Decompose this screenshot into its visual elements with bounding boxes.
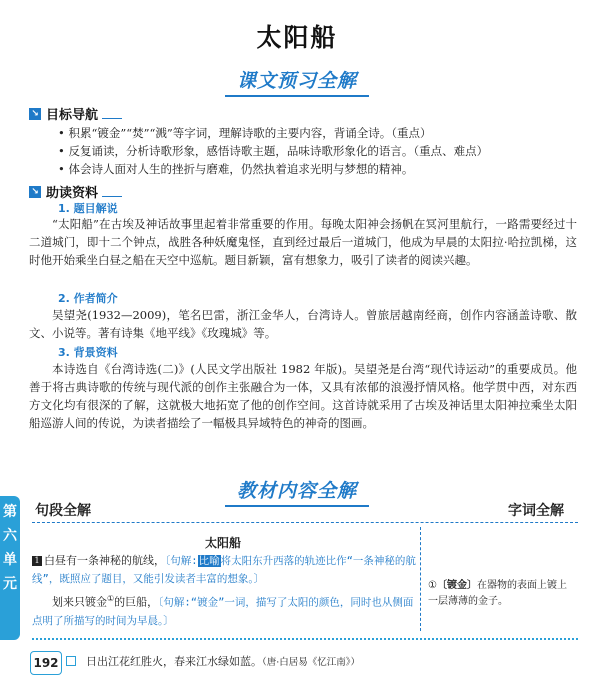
- footer-divider: [32, 638, 578, 640]
- poem-title: 太阳船: [205, 536, 242, 550]
- gloss-term: 〔镀金〕: [436, 580, 477, 591]
- paragraph-background: 本诗选自《台湾诗选(二)》(人民文学出版社 1982 年版)。吴望尧是台湾“现代诗运动”的重要成员。他善于将古典诗歌的传统与现代派的创作主张融合为一体，又具有浓郁的浪漫抒情风格。他学贯中西，对东西方文化均有很深的了解，这就极大地拓宽了他的创作空间。这首诗就采用了古埃及神话里太阳神拉乘坐太阳船巡游人间的传说，为读者描绘了一幅极具异域特色的神奇的图画。: [29, 362, 577, 430]
- goals-heading-label: 目标导航: [46, 108, 99, 123]
- decorative-square: [66, 656, 76, 666]
- poem-stanza-2: [32, 590, 418, 630]
- poem-line: 的巨船，: [114, 595, 159, 609]
- banner-label: 教材内容全解: [225, 476, 369, 507]
- column-divider: [32, 522, 578, 523]
- reading-heading-label: 助读资料: [46, 186, 99, 201]
- heading-underline: [102, 108, 122, 119]
- goal-item: • 体会诗人面对人生的挫折与磨难，仍然执着追求光明与梦想的精神。: [58, 162, 414, 176]
- word-gloss: [428, 578, 576, 610]
- side-tab-char: 六: [3, 528, 17, 544]
- footer-quote: [86, 653, 360, 669]
- subheading-title-explain: 1. 题目解说: [58, 202, 118, 215]
- arrow-icon: ↘: [29, 186, 41, 198]
- goal-item: • 积累“镀金”“焚”“溅”等字词，理解诗歌的主要内容，背诵全诗。（重点）: [58, 126, 432, 140]
- paragraph-title-explain: “太阳船”在古埃及神话故事里起着非常重要的作用。每晚太阳神会扬帆在冥河里航行，一路需要经过十二道城门，即十二个钟点，战胜各种妖魔鬼怪，直到经过最后一道城门，他成为早晨的太阳拉·哈拉凯梯，这时他开始乘坐白昼之船在天空中巡航。题目新颖，富有想象力，吸引了读者的阅读兴趣。: [29, 217, 577, 267]
- side-tab-char: 第: [3, 504, 17, 520]
- note-body: 将太阳东升西落的轨迹比作“一条神秘的航线”，既照应了题目，又能引发读者丰富的想象。〕: [32, 555, 416, 585]
- side-tab-char: 单: [3, 552, 17, 568]
- reading-heading: [29, 182, 122, 201]
- arrow-icon: ↘: [29, 108, 41, 120]
- paragraph-number: 1: [32, 556, 42, 566]
- highlight-term: 比喻: [198, 555, 220, 567]
- note-prefix: 〔句解:: [165, 555, 198, 567]
- subheading-background: 3. 背景资料: [58, 346, 118, 359]
- column-separator: [420, 527, 421, 631]
- paragraph-author: 吴望尧(1932—2009)，笔名巴雷，浙江金华人，台湾诗人。曾旅居越南经商，创作内容涵盖诗歌、散文、小说等。著有诗集《地平线》《玫瑰城》等。: [29, 308, 577, 340]
- gloss-definition: 在器物的表面上镀上一层薄薄的金子。: [428, 580, 567, 607]
- quote-text: 日出江花红胜火，春来江水绿如蓝。: [86, 655, 262, 668]
- side-tab-char: 元: [3, 576, 17, 592]
- section-banner-preview: [0, 66, 594, 97]
- page-title: 太阳船: [256, 23, 338, 52]
- goals-list: [58, 124, 488, 178]
- poem-stanza-1: [32, 552, 418, 588]
- heading-underline: [102, 186, 122, 197]
- banner-label: 课文预习全解: [225, 66, 369, 97]
- subheading-author: 2. 作者简介: [58, 292, 118, 305]
- column-heading-words: 字词全解: [508, 503, 564, 519]
- quote-source: （唐·白居易《忆江南》）: [262, 657, 361, 668]
- poem-line: 划来只镀金: [52, 595, 107, 609]
- unit-side-tab: [0, 496, 20, 640]
- page-number: 192: [30, 651, 62, 675]
- goal-item: • 反复诵读，分析诗歌形象，感悟诗歌主题，品味诗歌形象化的语言。（重点、难点）: [58, 144, 489, 158]
- column-heading-sentences: 句段全解: [35, 503, 91, 519]
- line-annotation: 〔句解:“镀金”一词，描写了太阳的颜色，同时也从侧面点明了所描写的时间为早晨。〕: [32, 596, 414, 627]
- footnote-marker: ①: [107, 594, 115, 603]
- goals-heading: [29, 104, 122, 123]
- gloss-number: ①: [428, 580, 437, 591]
- poem-line: 白昼有一条神秘的航线，: [44, 554, 165, 567]
